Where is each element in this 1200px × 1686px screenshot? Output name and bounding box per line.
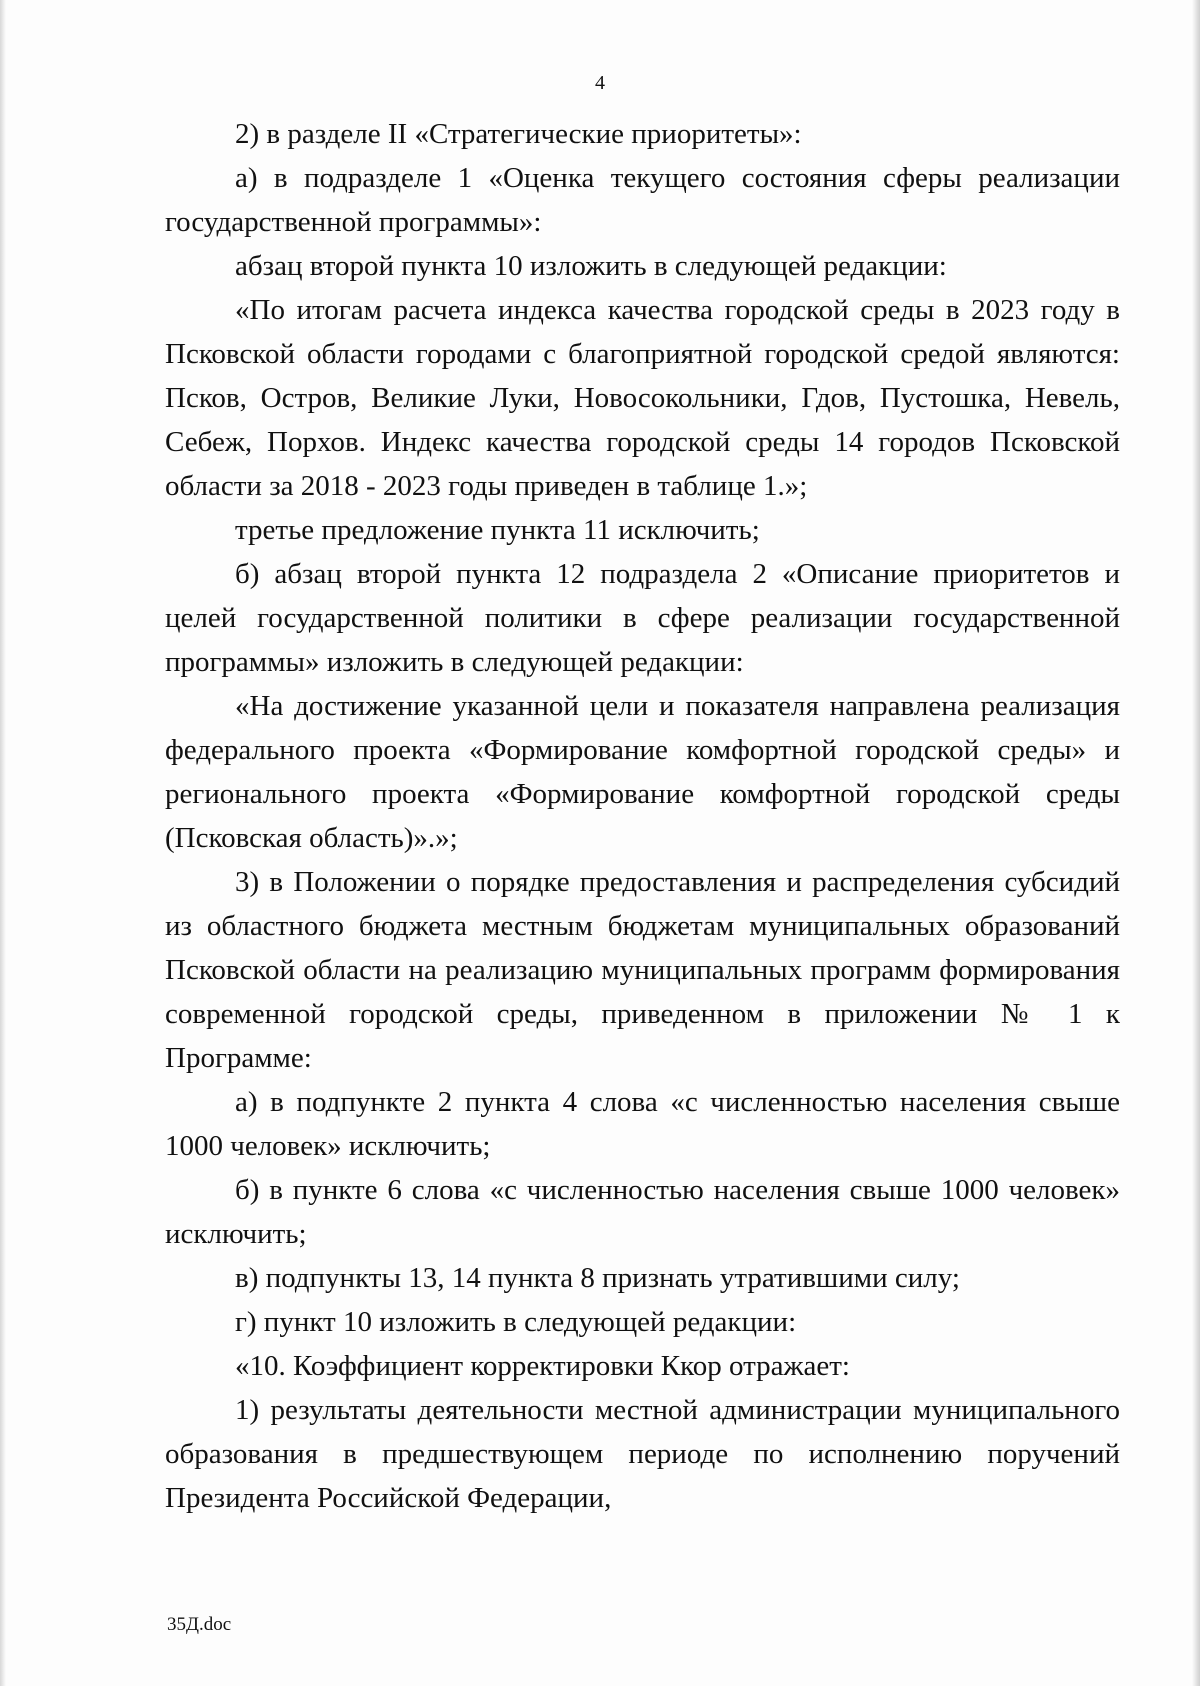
- paragraph-abzac-10: абзац второй пункта 10 изложить в следующей редакции:: [235, 250, 947, 282]
- paragraph-item-11: третье предложение пункта 11 исключить;: [235, 514, 760, 546]
- paragraph-item-10: «10. Коэффициент корректировки Ккор отражает:: [235, 1350, 850, 1382]
- paragraph-quote-index: «По итогам расчета индекса качества городской среды в 2023 году в Псковской области городами с благоприятной городской средой являются: Псков, Остров, Великие Луки, Новосокольники, Гдов, Пустошка, Невель, Себеж, Порхов. Индекс качества городской среды 14 городов Псковской области за 2018 - 2023 годы приведен в таблице 1.»;: [165, 294, 1120, 502]
- scan-edge-left: [0, 0, 6, 1686]
- page-number: 4: [595, 72, 605, 94]
- document-body: [165, 112, 1120, 1520]
- paragraph-section-2: 2) в разделе II «Стратегические приоритеты»:: [235, 118, 802, 150]
- paragraph-item-10-1: 1) результаты деятельности местной администрации муниципального образования в предшествующем периоде по исполнению поручений Президента Российской Федерации,: [165, 1394, 1120, 1514]
- paragraph-sub-g: г) пункт 10 изложить в следующей редакции:: [235, 1306, 797, 1338]
- paragraph-sub-b: б) в пункте 6 слова «с численностью населения свыше 1000 человек» исключить;: [165, 1174, 1120, 1250]
- paragraph-quote-project: «На достижение указанной цели и показателя направлена реализация федерального проекта «Формирование комфортной городской среды» и регионального проекта «Формирование комфортной городской среды (Псковская область)».»;: [165, 690, 1120, 854]
- paragraph-sub-a: а) в подпункте 2 пункта 4 слова «с численностью населения свыше 1000 человек» исключить;: [165, 1086, 1120, 1162]
- paragraph-sub-v: в) подпункты 13, 14 пункта 8 признать утратившими силу;: [235, 1262, 960, 1294]
- paragraph-item-12: б) абзац второй пункта 12 подраздела 2 «Описание приоритетов и целей государственной политики в сфере реализации государственной программы» изложить в следующей редакции:: [165, 558, 1120, 678]
- paragraph-subsection-1: а) в подразделе 1 «Оценка текущего состояния сферы реализации государственной программы»:: [165, 162, 1120, 238]
- paragraph-section-3: 3) в Положении о порядке предоставления и распределения субсидий из областного бюджета местным бюджетам муниципальных образований Псковской области на реализацию муниципальных программ формирования современной городской среды, приведенном в приложении № 1 к Программе:: [165, 866, 1120, 1074]
- scan-edge-right: [1192, 0, 1200, 1686]
- footer-filename: 35Д.doc: [167, 1614, 232, 1635]
